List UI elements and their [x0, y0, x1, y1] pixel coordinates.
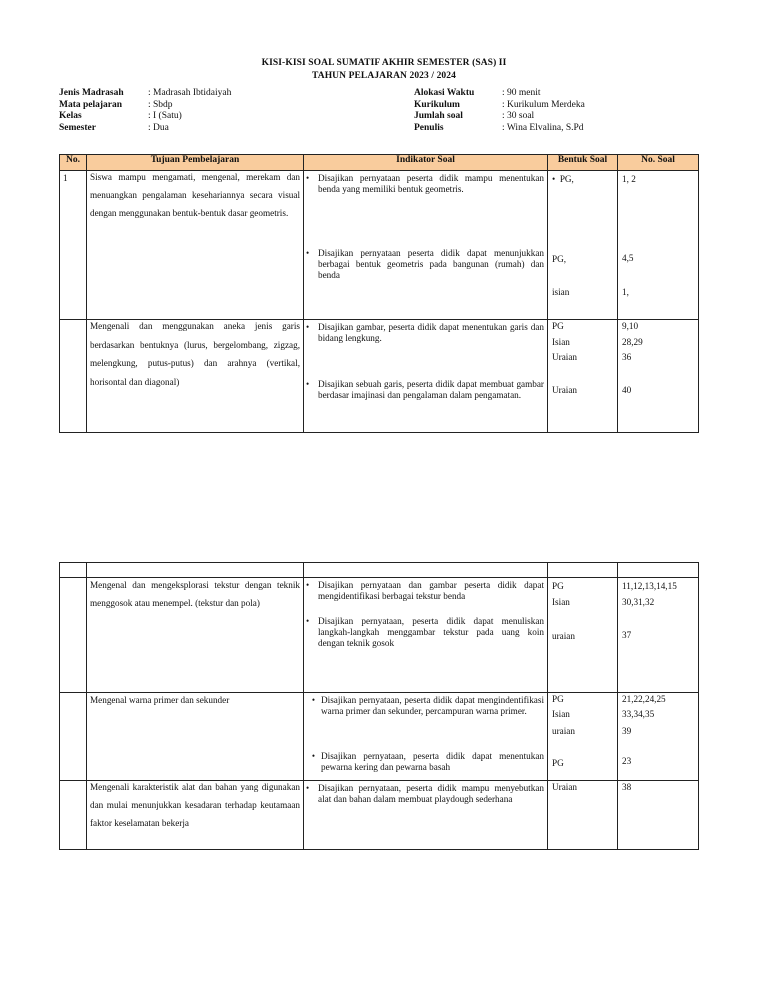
nomor-item: 1, 2 [622, 174, 636, 184]
row-no: 1 [63, 173, 68, 183]
row-tujuan: Mengenal warna primer dan sekunder [90, 695, 230, 705]
bentuk-item: • PG, [552, 174, 574, 184]
meta-label: Mata pelajaran [59, 99, 123, 110]
indikator-item: • Disajikan pernyataan, peserta didik dapat menuliskan langkah-langkah menggambar tekstur pada uang koin dengan teknik gosok [306, 616, 544, 648]
meta-value: : 90 menit [502, 88, 541, 98]
meta-value: : I (Satu) [148, 111, 182, 122]
nomor-item: 30,31,32 [622, 597, 655, 607]
meta-right [414, 88, 585, 134]
bentuk-item: Isian [552, 337, 570, 347]
meta-label: Penulis [414, 122, 444, 133]
meta-left [59, 88, 231, 134]
nomor-item: 39 [622, 726, 632, 736]
bullet-icon: • [311, 695, 316, 705]
nomor-item: 11,12,13,14,15 [622, 581, 677, 591]
nomor-item: 1, [622, 287, 629, 297]
header-no: No. [60, 155, 87, 171]
row-tujuan: Mengenal dan mengeksplorasi tekstur dengan teknik menggosok atau menempel. (tekstur dan pola) [90, 580, 300, 608]
bentuk-item: uraian [552, 726, 575, 736]
nomor-item: 9,10 [622, 321, 639, 331]
indikator-item: • Disajikan gambar, peserta didik dapat menentukan garis dan bidang lengkung. [306, 322, 544, 343]
bentuk-item: PG [552, 581, 564, 591]
meta-label: Alokasi Waktu [414, 88, 475, 98]
kisi-table-page1 [59, 154, 699, 433]
header-indikator: Indikator Soal [304, 155, 548, 171]
bullet-icon: • [306, 173, 310, 183]
table-row [60, 693, 699, 781]
meta-value: : Madrasah Ibtidaiyah [148, 88, 232, 98]
bullet-icon: • [306, 322, 310, 332]
bullet-icon: • [306, 248, 310, 258]
meta-value: : Sbdp [148, 99, 173, 110]
header-bentuk: Bentuk Soal [548, 155, 618, 171]
row-tujuan: Siswa mampu mengamati, mengenal, merekam dan menuangkan pengalaman kesehariannya secara visual dengan menggunakan bentuk-bentuk dasar geometris. [90, 172, 300, 218]
bullet-icon: • [306, 783, 310, 793]
row-tujuan: Mengenali karakteristik alat dan bahan yang digunakan dan mulai menunjukkan kesadaran terhadap keutamaan faktor keselamatan bekerja [90, 782, 300, 828]
table-row [60, 171, 699, 320]
header-nomor: No. Soal [618, 155, 699, 171]
meta-value: : Dua [148, 122, 169, 133]
bullet-icon: • [306, 616, 310, 626]
indikator-item: • Disajikan pernyataan, peserta didik dapat menentukan pewarna kering dan pewarna basah [306, 751, 544, 773]
meta-label: Semester [59, 122, 96, 133]
indikator-item: • Disajikan pernyataan dan gambar peserta didik dapat mengidentifikasi berbagai tekstur benda [306, 580, 544, 601]
bentuk-item: PG, [552, 254, 567, 264]
nomor-item: 37 [622, 630, 632, 640]
bentuk-item: Isian [552, 597, 570, 607]
table-row [60, 578, 699, 693]
bentuk-item: PG [552, 694, 564, 704]
bullet-icon: • [311, 751, 316, 761]
nomor-item: 33,34,35 [622, 709, 655, 719]
nomor-item: 4,5 [622, 253, 634, 263]
nomor-item: 23 [622, 756, 632, 766]
bentuk-item: Uraian [552, 782, 577, 792]
indikator-item: • Disajikan sebuah garis, peserta didik dapat membuat gambar berdasar imajinasi dan pengalaman dalam pengamatan. [306, 379, 544, 400]
bentuk-item: Uraian [552, 352, 577, 362]
nomor-item: 40 [622, 385, 632, 395]
meta-value: : Wina Elvalina, S.Pd [502, 122, 584, 133]
meta-label: Kurikulum [414, 99, 460, 110]
bentuk-item: Uraian [552, 385, 577, 395]
nomor-item: 28,29 [622, 337, 643, 347]
indikator-item: • Disajikan pernyataan peserta didik dapat menunjukkan berbagai bentuk geometris pada bangunan (rumah) dan benda [306, 248, 544, 280]
meta-value: : 30 soal [502, 111, 535, 122]
indikator-item: • Disajikan pernyataan peserta didik mampu menentukan benda yang memiliki bentuk geometris. [306, 173, 544, 194]
meta-value: : Kurikulum Merdeka [502, 99, 585, 110]
bentuk-item: PG [552, 321, 564, 331]
document-title: KISI-KISI SOAL SUMATIF AKHIR SEMESTER (SAS) II [261, 58, 507, 68]
bentuk-item: Isian [552, 709, 570, 719]
table-row [60, 320, 699, 433]
row-tujuan: Mengenali dan menggunakan aneka jenis garis berdasarkan bentuknya (lurus, bergelombang, zigzag, melengkung, putus-putus) dan arahnya (vertikal, horisontal dan diagonal) [90, 321, 300, 387]
table-row [60, 781, 699, 850]
bullet-icon: • [306, 580, 310, 590]
indikator-item: • Disajikan pernyataan, peserta didik dapat mengindentifikasi warna primer dan sekunder, percampuran warna primer. [306, 695, 544, 717]
meta-label: Jumlah soal [414, 111, 463, 122]
bentuk-item: PG [552, 758, 564, 768]
indikator-item: • Disajikan pernyataan, peserta didik mampu menyebutkan alat dan bahan dalam membuat playdough sederhana [306, 783, 544, 804]
document-subtitle: TAHUN PELAJARAN 2023 / 2024 [312, 71, 456, 81]
nomor-item: 21,22,24,25 [622, 694, 666, 704]
meta-label: Jenis Madrasah [59, 88, 124, 98]
meta-label: Kelas [59, 111, 82, 122]
bullet-icon: • [552, 174, 560, 184]
header-tujuan: Tujuan Pembelajaran [87, 155, 304, 171]
kisi-table-page2 [59, 562, 699, 850]
bentuk-item: isian [552, 287, 570, 297]
bullet-icon: • [306, 379, 310, 389]
nomor-item: 36 [622, 352, 632, 362]
nomor-item: 38 [622, 782, 632, 792]
bentuk-item: uraian [552, 631, 575, 641]
